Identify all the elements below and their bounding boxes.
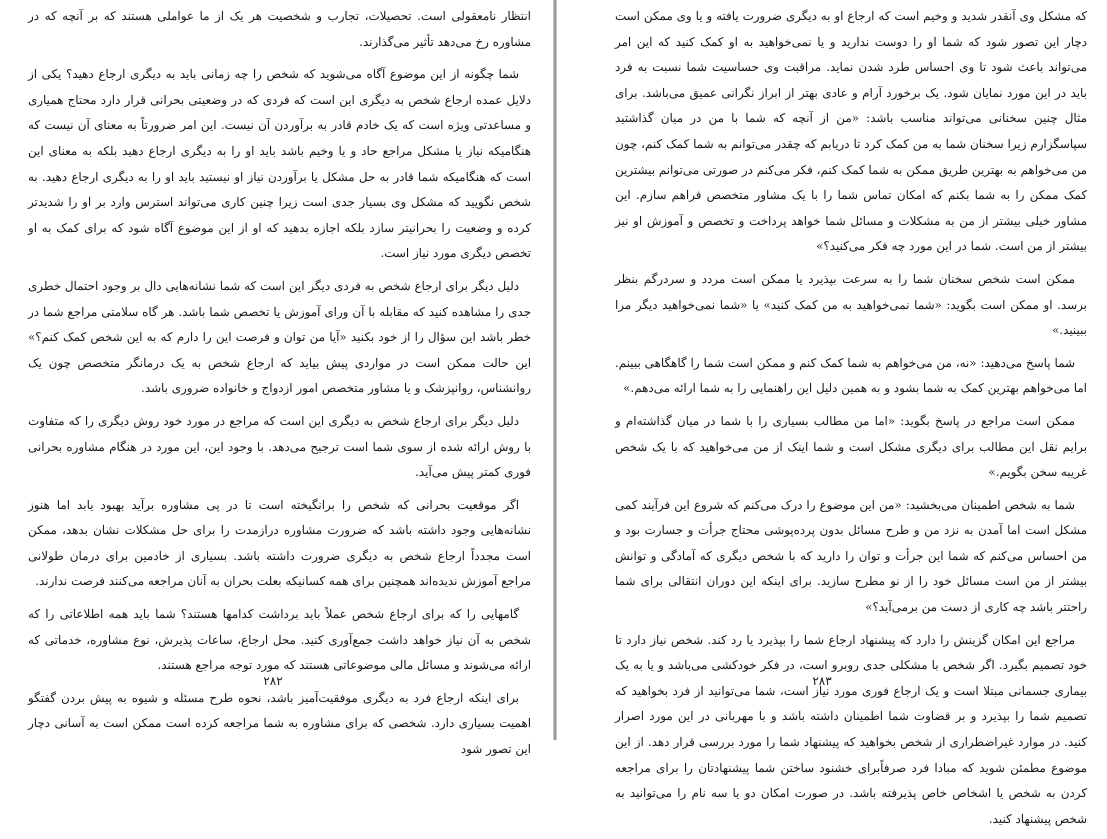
page-number: ۲۸۲ bbox=[263, 674, 283, 688]
left-page-text bbox=[28, 4, 531, 770]
paragraph: شما پاسخ می‌دهید: «نه، من می‌خواهم به شما کمک کنم و ممکن است شما را گاهگاهی ببینم. اما می‌خواهم بهترین کمک به شما بشود و به همین دلیل این راهنمایی را به شما ارائه می‌دهم.» bbox=[615, 355, 1087, 396]
paragraph: مراجع این امکان گزینش را دارد که پیشنهاد ارجاع شما را بپذیرد یا رد کند. شخص نیاز دارد تا خود تصمیم بگیرد. اگر شخص با مشکلی جدی روبرو است، در فکر خودکشی می‌باشد و یا به یک بیماری جسمانی مبتلا است و یک ارجاع فوری مورد نیاز است، شما می‌توانید از فرد بخواهید که تصمیم شما را بپذیرد و بر قضاوت شما اطمینان داشته باشد و با مهربانی در این مورد اصرار کنید. در موارد غیراضطراری از شخص بخواهید که پیشنهاد شما را مورد بررسی قرار دهد. از این موضوع مطمئن شوید که مبادا فرد صرفاًبرای خشنود ساختن شما پیشنهادتان را برای مراجعه کردن به شخص یا اشخاص خاص پذیرفته باشد. در صورت امکان دو یا سه نام را می‌توانید به شخص پیشنهاد کنید. bbox=[615, 632, 1087, 826]
paragraph: ممکن است مراجع در پاسخ بگوید: «اما من مطالب بسیاری را با شما در میان گذاشته‌ام و برایم نقل این مطالب برای دیگری مشکل است و شما اینک از من می‌خواهید که با یک شخص غریبه سخن بگویم.» bbox=[615, 413, 1087, 480]
left-page bbox=[0, 0, 553, 757]
paragraph: دلیل دیگر برای ارجاع شخص به دیگری این است که مراجع در مورد خود روش دیگری را که متفاوت با روش ارائه شده از سوی شما است ترجیح می‌دهد. با وجود این، این مورد در هنگام مشاوره بحرانی فوری کمتر پیش می‌آید. bbox=[28, 413, 531, 480]
paragraph: دلیل دیگر برای ارجاع شخص به فردی دیگر این است که شما نشانه‌هایی دال بر وجود احتمال خطری جدی را مشاهده کنید که مقابله با آن ورای آموزش یا تخصص شما باشد. هر گاه سلامتی مراجع شما در خطر باشد این سؤال را از خود بکنید «آیا من توان و فرصت این را دارم که به این شخص کمک کنم؟» این حالت ممکن است در مواردی پیش بیاید که ارجاع شخص به یک درمانگر متخصص چون یک روانشناس، روانپزشک و یا مشاور متخصص امور ازدواج و خانواده ضروری باشد. bbox=[28, 278, 531, 396]
paragraph: برای اینکه ارجاع فرد به دیگری موفقیت‌آمیز باشد، نحوه طرح مسئله و شیوه به پیش بردن گفتگو اهمیت بسیاری دارد. شخصی که برای مشاوره به شما مراجعه کرده است ممکن است به آسانی دچار این تصور شود bbox=[28, 690, 531, 757]
paragraph: گامهایی را که برای ارجاع شخص عملاً باید برداشت کدامها هستند؟ شما باید همه اطلاعاتی را که شخص به آن نیاز خواهد داشت جمع‌آوری کنید. محل ارجاع، ساعات پذیرش، نوع مشاوره، خدماتی که ارائه می‌شوند و مسائل مالی موضوعاتی هستند که مورد توجه مراجع هستند. bbox=[28, 607, 531, 673]
paragraph: ممکن است شخص سخنان شما را به سرعت بپذیرد یا ممکن است مردد و سردرگم بنظر برسد. او ممکن است بگوید: «شما نمی‌خواهید به من کمک کنید» یا «شما نمی‌خواهید دیگر مرا ببینید.» bbox=[615, 271, 1087, 338]
paragraph: شما به شخص اطمینان می‌بخشید: «من این موضوع را درک می‌کنم که شروع این فرآیند کمی مشکل است اما آمدن به نزد من و طرح مسائل بدون پرده‌پوشی محتاج جرأت و جسارت بود و من احساس می‌کنم که شما این جرأت و توان را دارید که با شخص دیگری که آمادگی و توانش بیشتر از من است مسائل خود را از نو مطرح سازید. برای اینکه این دوران انتقالی برای شما راحتتر باشد چه کاری از دست من برمی‌آید؟» bbox=[615, 497, 1087, 615]
page-number: ۲۸۳ bbox=[812, 674, 832, 688]
right-page-text bbox=[615, 4, 1087, 839]
paragraph: شما چگونه از این موضوع آگاه می‌شوید که شخص را چه زمانی باید به دیگری ارجاع دهید؟ یکی از دلایل عمده ارجاع شخص به دیگری این است که فردی که در وضعیتی بحرانی قرار دارد محتاج همیاری و مساعدتی ویژه است که یک خادم قادر به برآوردن آن نیست. این امر ضرورتاً به معنای آن نیست که هنگامیکه نیاز یا مشکل مراجع حاد و یا وخیم باشد باید او را به دیگری ارجاع دهید بلکه به معنای این است که هنگامیکه شما قادر به حل مشکل یا برآوردن نیاز او نیستید باید او را به دیگری ارجاع دهید. به شخص نگویید که مشکل وی بسیار جدی است زیرا چنین کاری می‌تواند استرس وارد بر او را شدیدتر کرده و وضعیت را بحرانیتر سازد بلکه اجازه بدهید که او از این موضوع آگاه شود که برای کمک به او تخصص دیگری مورد نیاز است. bbox=[28, 67, 531, 261]
right-page bbox=[557, 0, 1107, 826]
paragraph: که مشکل وی آنقدر شدید و وخیم است که ارجاع او به دیگری ضرورت یافته و یا وی ممکن است دچار این تصور شود که شما او را دوست ندارید و یا نمی‌خواهید به او کمک کنید که این امر می‌تواند باعث شود تا وی احساس طرد شدن نماید. مراقبت وی حساسیت شما نسبت به فرد باید در این مورد نمایان شود. یک برخورد آرام و عادی بهتر از ابراز نگرانی عمیق می‌باشد. برای مثال چنین سخنانی می‌تواند مناسب باشد: «من از آنچه که شما با من در میان گذاشتید سپاسگزارم زیرا سخنان شما به من کمک کرد تا دریابم که چقدر می‌توانم به شما کمک کنم، چون من می‌خواهم به بهترین طریق ممکن به شما کمک کنم، فکر می‌کنم در صورتی می‌توانم بیشترین کمک ممکن را به شما بکنم که امکان تماس شما را با یک مشاور متخصص فراهم سازم. این مشاور خیلی بیشتر از من به مشکلات و مسائل شما خواهد پرداخت و تخصص و آموزش او نیز بیشتر از من است. شما در این مورد چه فکر می‌کنید؟» bbox=[615, 9, 1087, 254]
paragraph: انتظار نامعقولی است. تحصیلات، تجارب و شخصیت هر یک از ما عواملی هستند که بر آنچه که در مشاوره رخ می‌دهد تأثیر می‌گذارند. bbox=[28, 9, 531, 49]
paragraph: اگر موقعیت بحرانی که شخص را برانگیخته است تا در پی مشاوره برآید بهبود یابد اما هنوز نشانه‌هایی وجود داشته باشد که ضرورت مشاوره درازمدت را برای حل مشکلات نشان بدهد، ممکن است مجدداً ارجاع شخص به دیگری ضرورت داشته باشد. بسیاری از خادمین برای درمان طولانی مراجع آموزش ندیده‌اند همچنین برای همه کسانیکه بعلت بحران به آنان مراجعه می‌کنند فرصت ندارند. bbox=[28, 497, 531, 589]
